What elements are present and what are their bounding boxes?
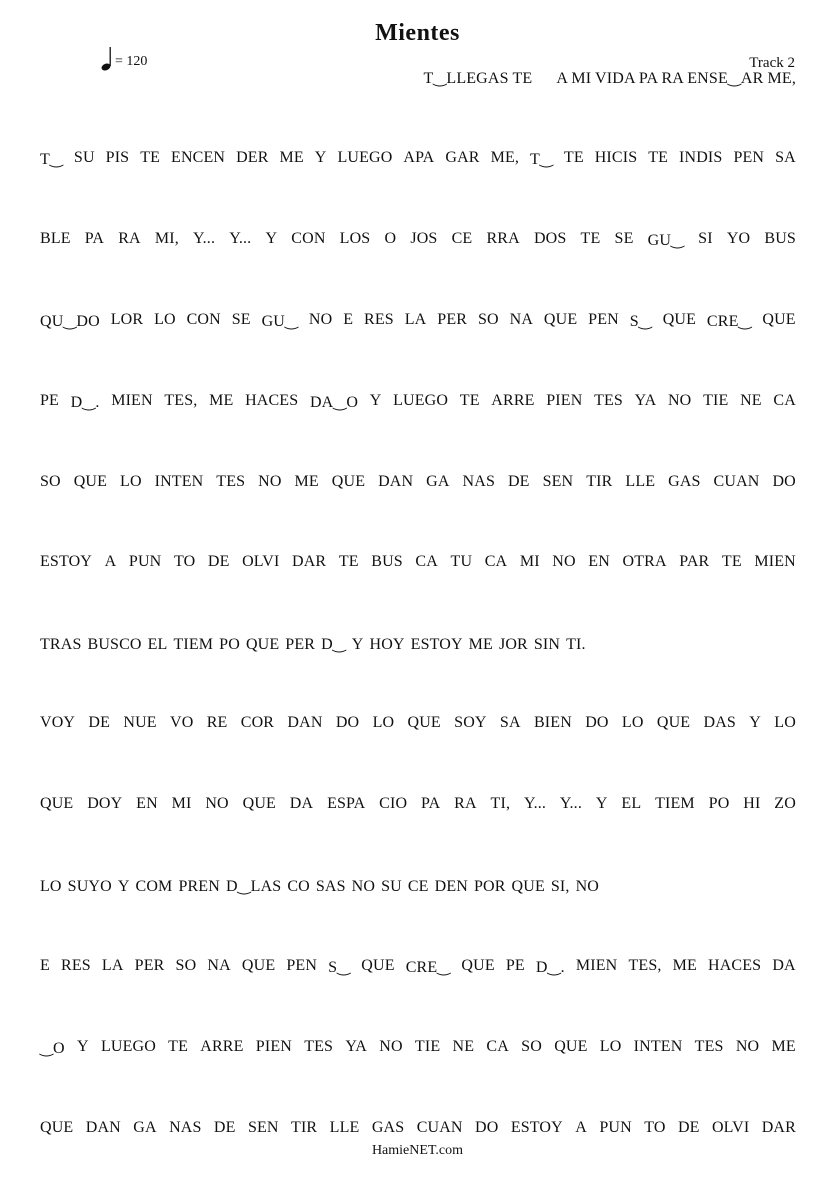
lyric-syllable: ME: [294, 473, 319, 490]
lyric-syllable: PER: [134, 957, 165, 974]
lyric-syllable: SU: [73, 149, 95, 166]
lyric-syllable: SEN: [247, 1119, 279, 1136]
lyric-syllable: SA: [775, 149, 796, 166]
lyric-syllable: RA: [118, 230, 141, 247]
lyric-line: [40, 311, 796, 331]
lyric-syllable: YO: [726, 230, 751, 247]
lyric-syllable: TES: [216, 473, 246, 490]
lyric-syllable: PIEN: [255, 1038, 292, 1055]
lyric-syllable: GU‿: [647, 232, 685, 249]
lyric-syllable: PA: [421, 795, 441, 812]
lyric-syllable: GAR: [445, 149, 480, 166]
lyric-syllable: OLVI: [242, 553, 280, 570]
lyric-syllable: DO: [475, 1119, 499, 1136]
lyric-syllable: VOY: [40, 714, 76, 731]
lyric-syllable: CE: [407, 878, 429, 895]
lyric-syllable: SUYO: [67, 878, 112, 895]
lyric-syllable: Y: [369, 392, 382, 409]
lyric-syllable: LO: [120, 473, 142, 490]
lyric-syllable: ENCEN: [171, 149, 226, 166]
lyric-line: [40, 795, 796, 813]
lyric-syllable: T‿: [529, 151, 553, 168]
lyric-syllable: PEN: [588, 311, 619, 328]
lyric-syllable: TE: [563, 149, 584, 166]
lyric-syllable: Y: [595, 795, 608, 812]
lyric-syllable: ESPA: [327, 795, 366, 812]
lyric-syllable: TIE: [703, 392, 729, 409]
lyric-syllable: SEN: [542, 473, 574, 490]
lyric-syllable: DAN: [378, 473, 414, 490]
lyric-line: [40, 957, 796, 977]
lyric-syllable: TES,: [164, 392, 198, 409]
lyric-syllable: DAN: [85, 1119, 121, 1136]
lyric-syllable: CON: [186, 311, 221, 328]
lyric-syllable: TIEM: [655, 795, 695, 812]
track-label: Track 2: [749, 55, 795, 71]
lyric-syllable: CIO: [379, 795, 408, 812]
lyric-syllable: CE: [451, 230, 473, 247]
lyric-syllable: LOS: [339, 230, 371, 247]
lyric-syllable: LA: [101, 957, 124, 974]
lyric-syllable: QUE: [543, 311, 578, 328]
lyric-syllable: LA: [404, 311, 427, 328]
lyric-syllable: BIEN: [533, 714, 572, 731]
lyric-syllable: LO: [372, 714, 395, 731]
lyric-line: [40, 1119, 796, 1137]
lyric-syllable: CO: [287, 878, 310, 895]
lyric-syllable: PER: [437, 311, 468, 328]
lyric-syllable: SO: [521, 1038, 542, 1055]
lyric-syllable: TU: [450, 553, 473, 570]
lyric-syllable: MI,: [154, 230, 179, 247]
lyric-syllable: MIEN: [754, 553, 796, 570]
lyric-syllable: LUEGO: [337, 149, 393, 166]
lyric-syllable: HOY: [369, 636, 405, 653]
lyric-syllable: NO: [379, 1038, 403, 1055]
lyric-syllable: ESTOY: [510, 1119, 563, 1136]
lyric-syllable: ‿O: [40, 1040, 65, 1057]
lyric-syllable: PER: [285, 636, 316, 653]
lyric-syllable: ME: [279, 149, 304, 166]
lyric-syllable: EN: [136, 795, 158, 812]
lyric-line: [40, 634, 796, 654]
lyric-syllable: TE: [721, 553, 742, 570]
lyric-syllable: TE: [459, 392, 480, 409]
lyric-syllable: MIEN: [575, 957, 618, 974]
lyric-syllable: MI: [519, 553, 540, 570]
lyric-syllable: TES: [694, 1038, 724, 1055]
lyric-syllable: A: [575, 1119, 587, 1136]
lyric-syllable: TIR: [291, 1119, 318, 1136]
lyric-syllable: NE: [452, 1038, 475, 1055]
lyric-syllable: COM: [135, 878, 173, 895]
lyric-syllable: Y: [265, 230, 278, 247]
lyric-syllable: COR: [240, 714, 275, 731]
lyric-syllable: QUE: [241, 957, 276, 974]
lyric-syllable: E: [40, 957, 50, 974]
lyric-syllable: DA: [772, 957, 796, 974]
lyric-syllable: Y: [76, 1038, 89, 1055]
lyric-syllable: S‿: [328, 959, 351, 976]
lyric-syllable: NO: [552, 553, 576, 570]
lyric-syllable: DAN: [287, 714, 323, 731]
lyric-syllable: S‿: [629, 313, 652, 330]
lyric-syllable: Y...: [193, 230, 216, 247]
lyric-line: [40, 1038, 796, 1058]
lyric-syllable: HACES: [708, 957, 762, 974]
lyric-syllable: BUS: [371, 553, 403, 570]
lyric-syllable: QUE: [554, 1038, 588, 1055]
lyric-syllable: HI: [743, 795, 761, 812]
lyric-syllable: DAS: [703, 714, 736, 731]
lyric-syllable: NE: [740, 392, 762, 409]
lyric-syllable: SU: [381, 878, 402, 895]
lyric-syllable: CA: [486, 1038, 509, 1055]
lyric-syllable: D‿LAS: [225, 878, 282, 895]
lyric-line: [40, 473, 796, 491]
lyric-syllable: PE: [505, 957, 525, 974]
lyric-syllable: CON: [291, 230, 326, 247]
lyric-syllable: DA‿O: [309, 394, 359, 411]
lyric-syllable: NO: [667, 392, 692, 409]
quarter-note-icon: [101, 46, 114, 72]
lyric-syllable: D‿.: [70, 394, 100, 411]
lyric-syllable: ARRE: [200, 1038, 244, 1055]
lyric-syllable: Y: [749, 714, 761, 731]
lyric-syllable: LOR: [110, 311, 144, 328]
lyric-syllable: CA: [484, 553, 508, 570]
lyric-syllable: JOS: [410, 230, 438, 247]
lyric-syllable: RES: [364, 311, 394, 328]
lyric-line: [40, 230, 796, 250]
lyric-syllable: CA: [773, 392, 796, 409]
lyric-syllable: TO: [644, 1119, 666, 1136]
lyric-syllable: NO: [351, 878, 376, 895]
lyric-syllable: SE: [614, 230, 634, 247]
lyric-syllable: VO: [170, 714, 194, 731]
lyric-syllable: TI.: [566, 636, 586, 653]
lyric-syllable: TES,: [628, 957, 662, 974]
lyric-syllable: DA: [289, 795, 314, 812]
lyric-line: [423, 68, 796, 88]
lyric-syllable: OLVI: [711, 1119, 750, 1136]
lyric-syllable: PUN: [599, 1119, 632, 1136]
lyric-syllable: ME,: [490, 149, 520, 166]
lyric-syllable: PEN: [286, 957, 318, 974]
lyric-syllable: NA: [207, 957, 231, 974]
lyric-syllable: A: [104, 553, 117, 570]
lyric-syllable: DER: [236, 149, 269, 166]
lyric-syllable: DOY: [87, 795, 123, 812]
lyric-syllable: GU‿: [261, 313, 299, 330]
lyric-syllable: PUN: [128, 553, 162, 570]
lyric-syllable: INTEN: [633, 1038, 683, 1055]
lyric-syllable: BLE: [40, 230, 71, 247]
lyric-syllable: QUE: [40, 795, 74, 812]
lyric-syllable: PO: [708, 795, 730, 812]
lyric-syllable: TRAS: [40, 636, 82, 653]
lyric-syllable: Y: [117, 878, 130, 895]
lyric-syllable: ESTOY: [410, 636, 463, 653]
lyric-syllable: PIS: [105, 149, 130, 166]
lyric-syllable: O: [384, 230, 397, 247]
lyric-syllable: TES: [594, 392, 623, 409]
lyric-syllable: QUE: [245, 636, 280, 653]
lyric-syllable: QUE: [407, 714, 441, 731]
lyric-syllable: PE: [40, 392, 59, 409]
lyric-syllable: E: [343, 311, 354, 328]
lyric-syllable: GAS: [668, 473, 701, 490]
lyric-line: [40, 392, 796, 412]
lyric-syllable: DO: [335, 714, 360, 731]
lyric-syllable: BUS: [764, 230, 796, 247]
lyric-syllable: Y...: [523, 795, 547, 812]
lyric-syllable: D‿: [321, 636, 346, 653]
lyric-syllable: ME: [468, 636, 493, 653]
lyric-syllable: ESTOY: [40, 553, 93, 570]
lyric-syllable: LO: [154, 311, 176, 328]
lyric-syllable: MIEN: [111, 392, 153, 409]
lyric-syllable: LO: [599, 1038, 622, 1055]
tempo-marking: [101, 44, 147, 72]
lyric-syllable: DOS: [533, 230, 567, 247]
lyric-syllable: SO: [40, 473, 61, 490]
lyric-syllable: CA: [415, 553, 438, 570]
lyric-syllable: CRE‿: [405, 959, 451, 976]
lyric-syllable: D‿.: [535, 959, 565, 976]
lyric-syllable: GA: [133, 1119, 157, 1136]
lyric-syllable: LLE: [625, 473, 656, 490]
lyric-syllable: MI: [171, 795, 192, 812]
lyric-syllable: DE: [213, 1119, 236, 1136]
lyric-text: T‿LLEGAS TE A MI VIDA PA RA ENSE‿AR ME,: [423, 70, 796, 87]
lyric-syllable: Y...: [229, 230, 252, 247]
lyric-syllable: JOR: [498, 636, 528, 653]
lyric-syllable: ME: [771, 1038, 796, 1055]
lyric-syllable: TE: [168, 1038, 189, 1055]
lyric-syllable: TE: [580, 230, 601, 247]
lyric-syllable: SI: [698, 230, 713, 247]
lyric-syllable: CUAN: [713, 473, 760, 490]
lyric-syllable: QUE: [40, 1119, 74, 1136]
lyric-syllable: QUE: [361, 957, 395, 974]
lyric-syllable: NAS: [169, 1119, 202, 1136]
lyric-syllable: QUE: [656, 714, 691, 731]
lyric-syllable: TI,: [490, 795, 511, 812]
lyric-syllable: SOY: [454, 714, 487, 731]
lyric-syllable: DAR: [761, 1119, 796, 1136]
lyric-syllable: BUSCO: [87, 636, 142, 653]
lyric-syllable: SE: [231, 311, 251, 328]
lyric-syllable: HACES: [245, 392, 299, 409]
lyric-syllable: INTEN: [154, 473, 204, 490]
lyric-syllable: LO: [774, 714, 796, 731]
lyric-syllable: DO: [772, 473, 796, 490]
lyric-syllable: QUE: [762, 311, 796, 328]
lyric-syllable: LUEGO: [100, 1038, 156, 1055]
song-title: Mientes: [375, 20, 460, 46]
lyric-line: [40, 714, 796, 732]
lyric-syllable: LO: [621, 714, 644, 731]
lyric-syllable: OTRA: [622, 553, 667, 570]
lyric-syllable: QUE: [662, 311, 697, 328]
lyric-syllable: YA: [634, 392, 657, 409]
lyric-syllable: ZO: [774, 795, 796, 812]
lyric-syllable: LUEGO: [393, 392, 449, 409]
lyric-syllable: POR: [473, 878, 506, 895]
lyric-syllable: INDIS: [679, 149, 723, 166]
lyric-line: [40, 149, 796, 169]
lyric-syllable: QUE: [331, 473, 366, 490]
lyric-syllable: YA: [345, 1038, 367, 1055]
lyric-syllable: APA: [403, 149, 435, 166]
lyric-syllable: CRE‿: [706, 313, 752, 330]
lyric-syllable: RE: [206, 714, 228, 731]
lyric-syllable: RRA: [486, 230, 520, 247]
lyric-syllable: TIEM: [173, 636, 214, 653]
lyric-syllable: DO: [585, 714, 609, 731]
lyric-syllable: EL: [621, 795, 642, 812]
lyric-syllable: SO: [175, 957, 197, 974]
lyric-syllable: Y: [351, 636, 364, 653]
lyric-syllable: EL: [147, 636, 168, 653]
lyric-syllable: PEN: [733, 149, 765, 166]
lyric-syllable: SO: [477, 311, 499, 328]
lyric-syllable: QUE: [511, 878, 545, 895]
lyric-syllable: NAS: [462, 473, 496, 490]
lyric-syllable: DE: [88, 714, 111, 731]
lyric-syllable: QUE: [73, 473, 108, 490]
lyric-syllable: DAR: [292, 553, 327, 570]
lyric-syllable: LO: [40, 878, 62, 895]
lyric-syllable: PREN: [178, 878, 220, 895]
lyric-syllable: TE: [140, 149, 161, 166]
lyric-syllable: QU‿DO: [40, 313, 100, 330]
lyric-syllable: ME: [209, 392, 234, 409]
lyric-syllable: EN: [588, 553, 610, 570]
lyric-syllable: HICIS: [594, 149, 638, 166]
lyric-line: [40, 553, 796, 571]
lyric-syllable: TE: [338, 553, 359, 570]
lyric-syllable: CUAN: [416, 1119, 463, 1136]
lyric-syllable: DE: [507, 473, 530, 490]
lyric-syllable: SI,: [550, 878, 570, 895]
lyric-syllable: NO: [575, 878, 599, 895]
lyric-syllable: NA: [509, 311, 534, 328]
lyric-syllable: DE: [677, 1119, 700, 1136]
lyric-syllable: PAR: [679, 553, 710, 570]
lyric-syllable: SAS: [315, 878, 346, 895]
lyric-syllable: PO: [219, 636, 240, 653]
lyric-syllable: NO: [205, 795, 229, 812]
lyric-syllable: NO: [258, 473, 282, 490]
lyric-syllable: NO: [735, 1038, 760, 1055]
tempo-value: = 120: [115, 54, 148, 69]
lyric-syllable: GA: [426, 473, 450, 490]
lyric-syllable: TIE: [414, 1038, 441, 1055]
lyric-line: [40, 876, 796, 896]
lyric-syllable: T‿: [40, 151, 63, 168]
lyric-syllable: TO: [173, 553, 196, 570]
lyric-syllable: NO: [308, 311, 333, 328]
lyric-syllable: SA: [499, 714, 521, 731]
lyric-syllable: GAS: [371, 1119, 405, 1136]
lyric-syllable: QUE: [461, 957, 495, 974]
lyric-syllable: RA: [454, 795, 477, 812]
lyric-syllable: PIEN: [546, 392, 583, 409]
lyric-syllable: SIN: [533, 636, 561, 653]
lyric-syllable: ME: [672, 957, 697, 974]
lyric-syllable: TES: [304, 1038, 334, 1055]
lyric-syllable: Y: [314, 149, 327, 166]
lyric-syllable: ARRE: [491, 392, 535, 409]
lyric-syllable: LLE: [329, 1119, 360, 1136]
lyric-syllable: QUE: [242, 795, 276, 812]
lyric-syllable: TIR: [586, 473, 613, 490]
footer-source: HamieNET.com: [371, 1143, 464, 1158]
lyric-syllable: RES: [61, 957, 91, 974]
lyric-syllable: TE: [648, 149, 669, 166]
lyric-syllable: PA: [84, 230, 105, 247]
lyric-syllable: DE: [207, 553, 230, 570]
lyric-syllable: NUE: [123, 714, 157, 731]
lyric-syllable: Y...: [559, 795, 582, 812]
lyric-syllable: DEN: [434, 878, 468, 895]
